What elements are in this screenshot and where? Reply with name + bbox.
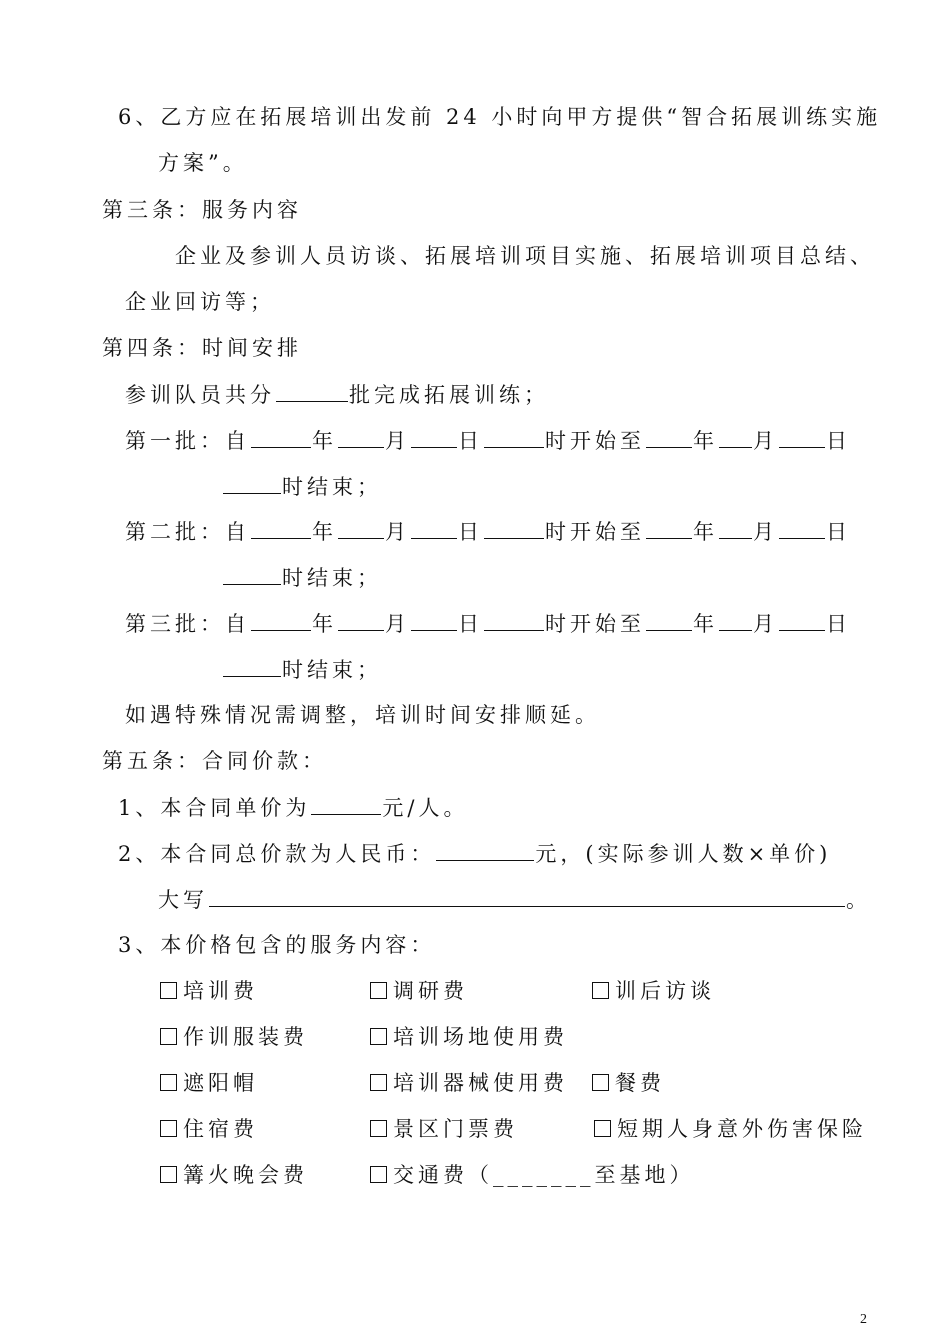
total-price-blank[interactable] — [436, 838, 534, 861]
checkbox[interactable] — [160, 1028, 177, 1045]
batch-row — [125, 425, 851, 456]
capital-amount-line — [158, 884, 871, 915]
start-hour-blank[interactable] — [484, 425, 544, 448]
start-year-blank[interactable] — [251, 425, 311, 448]
start-month-blank[interactable] — [338, 425, 384, 448]
end-day-blank[interactable] — [779, 608, 825, 631]
checkbox[interactable] — [370, 1028, 387, 1045]
start-month-blank[interactable] — [338, 516, 384, 539]
unit-price-pre: 1、本合同单价为 — [118, 796, 311, 820]
batches-intro-pre: 参训队员共分 — [125, 383, 275, 407]
start-day-blank[interactable] — [411, 516, 457, 539]
end-hour-label: 时结束； — [282, 658, 382, 682]
month-label: 月 — [385, 520, 410, 544]
day-label: 日 — [826, 520, 851, 544]
total-price-pre: 2、本合同总价款为人民币： — [118, 842, 436, 866]
service-option[interactable] — [160, 1114, 258, 1144]
service-option[interactable] — [370, 976, 468, 1006]
batch-label: 第三批：自 — [125, 612, 250, 636]
end-hour-blank[interactable] — [223, 562, 281, 585]
service-label: 餐费 — [615, 1071, 665, 1095]
end-month-blank[interactable] — [719, 608, 752, 631]
capital-label: 大写 — [158, 888, 208, 912]
service-label: 培训费 — [183, 979, 258, 1003]
batches-intro-post: 批完成拓展训练； — [349, 383, 549, 407]
year-label: 年 — [693, 612, 718, 636]
total-price-post: 元，(实际参训人数×单价) — [535, 842, 832, 866]
clause5-heading: 第五条：合同价款： — [102, 749, 327, 773]
checkbox[interactable] — [594, 1120, 611, 1137]
batch-count-blank[interactable] — [276, 379, 348, 402]
checkbox[interactable] — [370, 1074, 387, 1091]
month-label: 月 — [385, 429, 410, 453]
start-month-blank[interactable] — [338, 608, 384, 631]
end-hour-blank[interactable] — [223, 471, 281, 494]
start-hour-label: 时开始至 — [545, 429, 645, 453]
batch-label: 第二批：自 — [125, 520, 250, 544]
end-hour-label: 时结束； — [282, 475, 382, 499]
month-label: 月 — [753, 612, 778, 636]
service-label: 培训场地使用费 — [393, 1025, 568, 1049]
checkbox[interactable] — [592, 982, 609, 999]
batch-label: 第一批：自 — [125, 429, 250, 453]
day-label: 日 — [458, 520, 483, 544]
service-label: 景区门票费 — [393, 1117, 518, 1141]
service-label: 短期人身意外伤害保险 — [617, 1117, 867, 1141]
unit-price-post: 元/人。 — [382, 796, 469, 820]
day-label: 日 — [458, 429, 483, 453]
clause3-body-line2: 企业回访等； — [125, 290, 275, 314]
batch-end-row — [222, 471, 382, 502]
checkbox[interactable] — [160, 1120, 177, 1137]
year-label: 年 — [693, 520, 718, 544]
item6-line2: 方案”。 — [158, 151, 248, 175]
capital-end: 。 — [846, 888, 871, 912]
start-day-blank[interactable] — [411, 425, 457, 448]
service-label: 住宿费 — [183, 1117, 258, 1141]
month-label: 月 — [753, 520, 778, 544]
checkbox[interactable] — [592, 1074, 609, 1091]
day-label: 日 — [826, 612, 851, 636]
service-option[interactable] — [370, 1160, 695, 1190]
services-heading: 3、本价格包含的服务内容： — [118, 933, 436, 957]
year-label: 年 — [312, 429, 337, 453]
start-hour-label: 时开始至 — [545, 520, 645, 544]
service-option[interactable] — [370, 1022, 568, 1052]
service-option[interactable] — [370, 1114, 518, 1144]
service-option[interactable] — [370, 1068, 568, 1098]
service-label: 训后访谈 — [615, 979, 715, 1003]
checkbox[interactable] — [370, 1120, 387, 1137]
year-label: 年 — [312, 612, 337, 636]
service-label: 作训服装费 — [183, 1025, 308, 1049]
batch-row — [125, 608, 851, 639]
total-price-line — [118, 838, 831, 869]
adjust-note: 如遇特殊情况需调整，培训时间安排顺延。 — [125, 703, 600, 727]
batch-end-row — [222, 562, 382, 593]
start-hour-label: 时开始至 — [545, 612, 645, 636]
end-year-blank[interactable] — [646, 516, 692, 539]
end-hour-blank[interactable] — [223, 654, 281, 677]
clause4-heading: 第四条：时间安排 — [102, 336, 302, 360]
year-label: 年 — [312, 520, 337, 544]
checkbox[interactable] — [160, 1074, 177, 1091]
checkbox[interactable] — [370, 1166, 387, 1183]
service-option[interactable] — [160, 976, 258, 1006]
clause3-heading: 第三条：服务内容 — [102, 198, 302, 222]
item6-line1: 6、乙方应在拓展培训出发前 24 小时向甲方提供“智合拓展训练实施 — [118, 105, 882, 129]
end-day-blank[interactable] — [779, 425, 825, 448]
end-month-blank[interactable] — [719, 425, 752, 448]
checkbox[interactable] — [160, 1166, 177, 1183]
service-option[interactable] — [160, 1068, 258, 1098]
day-label: 日 — [826, 429, 851, 453]
service-option[interactable] — [160, 1022, 308, 1052]
page-number: 2 — [860, 1312, 867, 1327]
checkbox[interactable] — [370, 982, 387, 999]
end-month-blank[interactable] — [719, 516, 752, 539]
month-label: 月 — [385, 612, 410, 636]
unit-price-line — [118, 792, 468, 823]
service-option[interactable] — [594, 1114, 867, 1144]
start-hour-blank[interactable] — [484, 516, 544, 539]
service-option[interactable] — [160, 1160, 308, 1190]
end-year-blank[interactable] — [646, 608, 692, 631]
service-option[interactable] — [592, 976, 715, 1006]
service-label: 篝火晚会费 — [183, 1163, 308, 1187]
service-label: 遮阳帽 — [183, 1071, 258, 1095]
service-label: 调研费 — [393, 979, 468, 1003]
year-label: 年 — [693, 429, 718, 453]
start-year-blank[interactable] — [251, 608, 311, 631]
service-label: 交通费（_______至基地） — [393, 1163, 695, 1187]
start-hour-blank[interactable] — [484, 608, 544, 631]
unit-price-blank[interactable] — [311, 792, 381, 815]
end-day-blank[interactable] — [779, 516, 825, 539]
service-label: 培训器械使用费 — [393, 1071, 568, 1095]
end-year-blank[interactable] — [646, 425, 692, 448]
checkbox[interactable] — [160, 982, 177, 999]
end-hour-label: 时结束； — [282, 566, 382, 590]
batch-row — [125, 516, 851, 547]
clause3-body-line1: 企业及参训人员访谈、拓展培训项目实施、拓展培训项目总结、 — [175, 244, 875, 268]
service-option[interactable] — [592, 1068, 665, 1098]
month-label: 月 — [753, 429, 778, 453]
capital-amount-blank[interactable] — [209, 884, 845, 907]
start-day-blank[interactable] — [411, 608, 457, 631]
day-label: 日 — [458, 612, 483, 636]
batch-end-row — [222, 654, 382, 685]
batches-intro — [125, 379, 549, 410]
start-year-blank[interactable] — [251, 516, 311, 539]
